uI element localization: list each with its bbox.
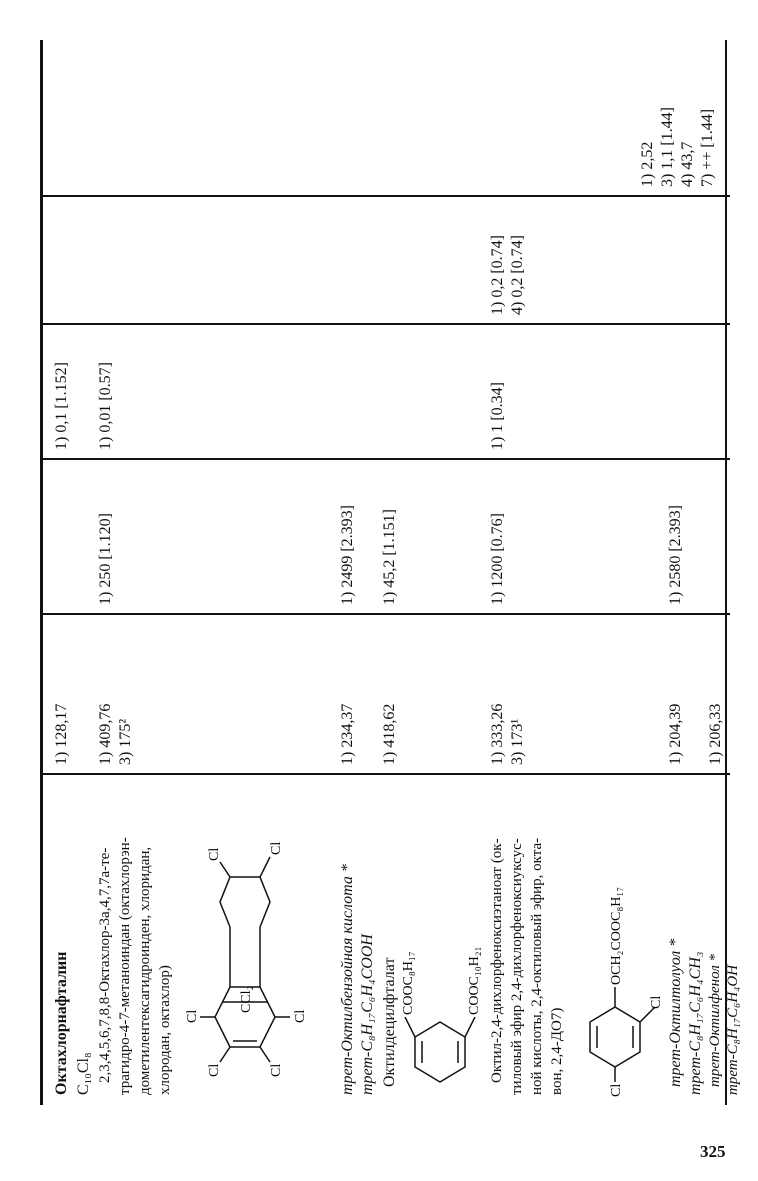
molecular-weight: 1) 418,62 xyxy=(381,703,398,765)
compound-name: трет-Октилфенол * xyxy=(707,954,723,1087)
value-cell: 1) 45,2 [1.151] xyxy=(381,509,398,605)
column-divider xyxy=(40,614,730,616)
compound-name: трет-Октилтолуол * xyxy=(667,938,684,1087)
value-cell: 1) 0,01 [0.57] xyxy=(97,362,114,450)
compound-name: трагидро-4-7-метаноиндан (октахлорэн- xyxy=(117,837,133,1095)
compound-name: хлородан, октахлор) xyxy=(157,965,173,1095)
column-divider xyxy=(40,774,730,776)
value-cell: 1) 0,1 [1.152] xyxy=(53,362,70,450)
value-cell: 3) 1,1 [1.44] xyxy=(659,107,676,187)
cl-label: Cl xyxy=(649,995,664,1009)
cl-label: Cl xyxy=(207,847,222,861)
compound-name: ной кислоты, 2,4-октиловый эфир, окта- xyxy=(529,837,545,1095)
compound-name: дометилентексагидроинден, хлоридан, xyxy=(137,846,153,1095)
cl-label: Cl xyxy=(269,1063,284,1077)
chlordane-structure xyxy=(180,797,330,1097)
ether-label: OCH₂COOC₈H₁₇ xyxy=(609,886,624,985)
compound-formula: трет-C₈H₁₇C₆H₄OH xyxy=(725,964,741,1095)
molecular-weight: 1) 409,76 xyxy=(97,703,114,765)
column-divider xyxy=(40,459,730,461)
rotated-table-page xyxy=(40,40,741,1105)
cl-label: Cl xyxy=(269,841,284,855)
compound-name: тиловый эфир 2,4-дихлорфеноксиуксус- xyxy=(509,838,525,1095)
compound-formula: C₁₀Cl₈ xyxy=(75,1052,92,1095)
dichlorophenoxy-structure xyxy=(565,837,664,1097)
compound-name: 2,3,4,5,6,7,8,8-Октахлор-3а,4,7,7а-те- xyxy=(97,847,113,1083)
molecular-weight: 3) 173¹ xyxy=(509,718,526,765)
molecular-weight: 1) 128,17 xyxy=(53,703,70,765)
value-cell: 1) 1200 [0.76] xyxy=(489,513,506,605)
compound-name: вон, 2,4-ДО7) xyxy=(549,1007,565,1095)
cl-label: Cl xyxy=(609,1083,624,1097)
compound-name: Октахлорнафталин xyxy=(53,951,70,1095)
table-bottom-rule xyxy=(725,40,727,1105)
molecular-weight: 1) 333,26 xyxy=(489,703,506,765)
molecular-weight: 1) 204,39 xyxy=(667,703,684,765)
table-top-rule xyxy=(40,40,43,1105)
compound-name: трет-Октилбензойная кислота * xyxy=(339,864,356,1095)
value-cell: 4) 43,7 xyxy=(679,141,696,187)
compound-name: Октил-2,4-дихлорфеноксиэтаноат (ок- xyxy=(489,838,505,1083)
value-cell: 7) ++ [1.44] xyxy=(699,108,716,187)
ester-label: COOC₁₀H₂₁ xyxy=(467,946,482,1015)
page-number: 325 xyxy=(700,1142,726,1161)
cl-label: Cl xyxy=(185,1009,200,1023)
molecular-weight: 1) 234,37 xyxy=(339,703,356,765)
value-cell: 1) 2499 [2.393] xyxy=(339,505,356,605)
column-divider xyxy=(40,324,730,326)
compound-name: Октилдецилфталат xyxy=(381,957,398,1087)
ccl2-label: CCl₂ xyxy=(239,985,254,1013)
cl-label: Cl xyxy=(293,1009,308,1023)
phthalate-structure xyxy=(400,867,480,1097)
compound-formula: трет-C₈H₁₇C₆H₄CH₃ xyxy=(687,951,704,1095)
value-cell: 1) 0,2 [0.74] xyxy=(489,235,506,315)
value-cell: 1) 250 [1.120] xyxy=(97,513,114,605)
molecular-weight: 3) 175² xyxy=(117,718,134,765)
cl-label: Cl xyxy=(207,1063,222,1077)
value-cell: 4) 0,2 [0.74] xyxy=(509,235,526,315)
column-divider xyxy=(40,196,730,198)
molecular-weight: 1) 206,33 xyxy=(707,703,724,765)
value-cell: 1) 2580 [2.393] xyxy=(667,505,684,605)
compound-formula: трет-C₈H₁₇C₆H₄COOH xyxy=(359,934,376,1095)
ester-label: COOC₈H₁₇ xyxy=(401,951,416,1015)
value-cell: 1) 1 [0.34] xyxy=(489,382,506,450)
value-cell: 1) 2,52 xyxy=(639,141,656,187)
